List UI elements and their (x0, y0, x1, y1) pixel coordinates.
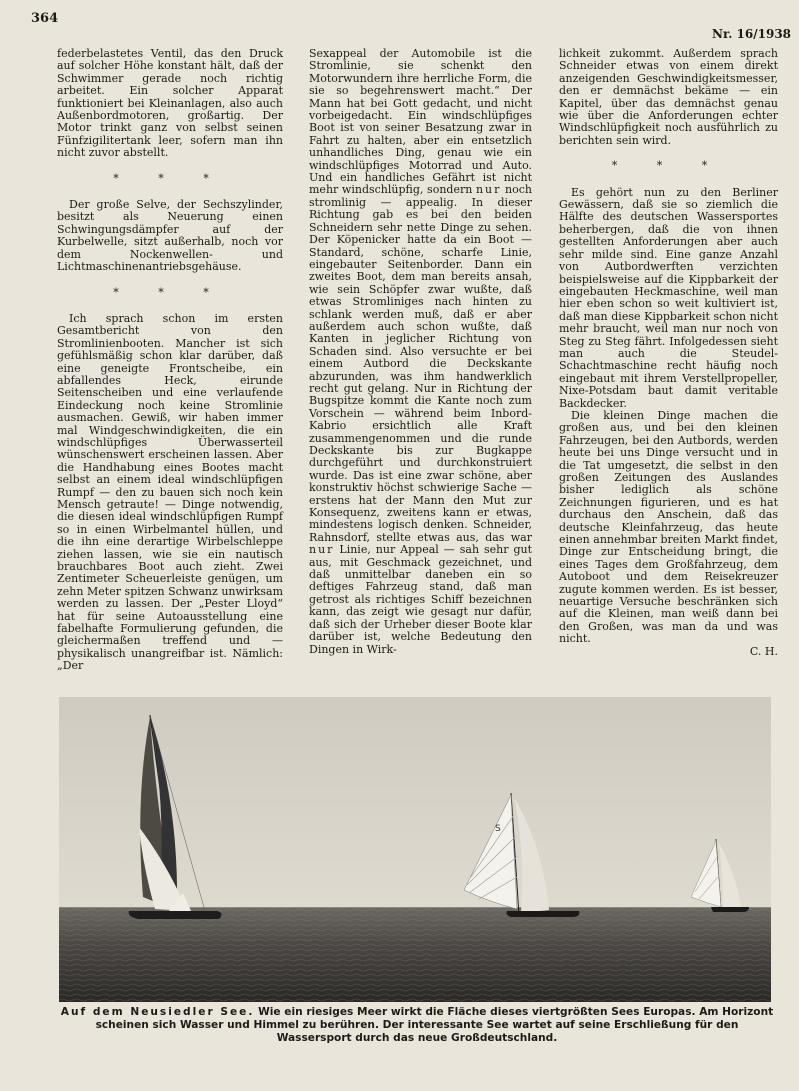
paragraph (309, 48, 532, 656)
paragraph: lichkeit zukommt. Außerdem sprach Schneider etwas von einem direkt anzeigenden Geschwindigkeitsmesser, den er demnächst bekäme — ein Kapitel, über das demnächst genau wie über die Anforderungen echter Windschlüpfigkeit noch ausführlich zu berichten sein wird. (559, 47, 778, 147)
paragraph: federbelastetes Ventil, das den Druck auf solcher Höhe konstant hält, daß der Schwimmer gerade noch richtig arbeitet. Ein solcher Apparat funktioniert bei Kleinanlagen, also auch Außenbordmotoren, großartig. Der Motor trinkt ganz von selbst seinen Fünfzigilitertank leer, sofern man ihn nicht zuvor abstellt. (57, 47, 283, 160)
text-run: noch stromlinig — appealig. In dieser Richtung gab es bei den beiden Schneidern sehr nette Dinge zu sehen. Der Köpenicker hatte da ein Boot — Standard, schöne, scharfe Linie, eingebauter Seitenborder. Dann ein zweites Boot, dem man bereits ansah, wie sein Schöpfer zwar wußte, daß etwas Stromliniges nach hinten zu schlank werden muß, daß er aber außerdem auch schon wußte, daß Kanten in jeglicher Richtung von Schaden sind. Also versuchte er bei einem Autbord die Deckskante abzurunden, was ihm handwerklich recht gut gelang. Nur in Richtung der Bugspitze kommt die Kante noch zum Vorschein — während beim Inbord-Kabrio ersichtlich alle Kraft zusammengenommen und die runde Deckskante bis zur Bugkappe durchgeführt und durchkonstruiert wurde. Das ist eine zwar schöne, aber konstruktiv höchst schwierige Sache — erstens hat der Mann den Mut zur Konsequenz, zweitens kann er etwas, mindestens logisch denken. Schneider, Rahnsdorf, stellte etwas aus, das war (309, 183, 532, 544)
caption-lead: Auf dem Neusiedler See. (60, 1006, 255, 1018)
section-separator: * * * (113, 171, 227, 185)
text-run: Sexappeal der Automobile ist die Stromlinie, sie schenkt den Motorwundern ihre herrliche Form, die sie so begehrenswert macht.“ Der Mann hat bei Gott gedacht, und nicht vorbeigedacht. Ein windschlüpfiges Boot ist von seiner Besatzung zwar in Fahrt zu halten, aber ein entsetzlich unhandliches Ding, genau wie ein windschlüpfiges Motorrad und Auto. Und ein handliches Gefährt ist nicht mehr windschlüpfig, sondern (309, 47, 532, 197)
photo-caption (59, 1006, 775, 1045)
paragraph: Ich sprach schon im ersten Gesamtbericht von den Stromlinienbooten. Mancher ist sich gefühlsmäßig schon klar darüber, daß eine geneigte Frontscheibe, ein abfallendes Heck, eirunde Seitenscheiben und eine verlaufende Eindeckung noch keine Stromlinie ausmachen. Gewiß, wir haben immer mal Windgeschwindigkeiten, die ein windschlüpfiges Überwasserteil wünschenswert erscheinen lassen. Aber die Handhabung eines Bootes macht selbst an einem ideal windschlüpfigen Rumpf — den zu bauen sich noch kein Mensch getraute! — Dinge notwendig, die diesen ideal windschlüpfigen Rumpf so in einen Wirbelmantel hüllen, und die ihn eine derartige Wirbelschleppe ziehen lassen, wie sie ein nautisch brauchbares Boot auch zieht. Zwei Zentimeter Scheuerleiste genügen, um zehn Meter spitzen Schwanz unwirksam werden zu lassen. Der „Pester Lloyd“ hat für seine Autoausstellung eine fabelhafte Formulierung gefunden, die gleichermaßen treffend und — physikalisch unangreifbar ist. Nämlich: „Der (57, 311, 283, 673)
paragraph: Die kleinen Dinge machen die großen aus, und bei den kleinen Fahrzeugen, bei den Autbords, werden heute bei uns Dinge versucht und in die Tat umgesetzt, die selbst in den großen Zeitungen des Auslandes bisher lediglich als schöne Zeichnungen figurieren, und es hat durchaus den Anschein, daß das deutsche Kleinfahrzeug, das heute einen annehmbar breiten Markt findet, Dinge zur Entscheidung bringt, die eines Tages dem Großfahrzeug, dem Autoboot und dem Reisekreuzer zugute kommen werden. Es ist besser, neuartige Versuche beschränken sich auf die Kleinen, man weiß dann bei den Großen, was man da und was nicht. (559, 408, 778, 646)
section-separator: * * * (611, 159, 726, 173)
article-column-1 (57, 47, 283, 673)
svg-text:S: S (495, 824, 501, 834)
text-run: Linie, nur Appeal — sah sehr gut aus, mit Geschmack gezeichnet, und daß unmittelbar daneben ein so deftiges Fahrzeug stand, daß man getrost als richtiges Schiff bezeichnen kann, das zeigt wie gesagt nur dafür, daß sich der Urheber dieser Boote klar darüber ist, welche Bedeutung den Dingen in Wirk- (309, 543, 532, 656)
caption-text: Wie ein riesiges Meer wirkt die Fläche dieses viertgrößten Sees Europas. Am Horizont scheinen sich Wasser und Himmel zu berühren. Der interessante See wartet auf seine Erschließung für den Wassersport durch das neue Großdeutschland. (95, 1006, 774, 1044)
article-column-2 (309, 47, 532, 656)
article-column-3 (559, 47, 778, 658)
sailboats-photo (59, 697, 771, 1002)
page-number: 364 (31, 11, 59, 26)
author-signature: C. H. (749, 644, 778, 658)
emphasis: nur (475, 183, 502, 197)
section-separator: * * * (113, 285, 227, 299)
paragraph: Der große Selve, der Sechszylinder, besitzt als Neuerung einen Schwingungsdämpfer auf der Kurbelwelle, sitzt außerhalb, noch vor dem Nockenwellen- und Lichtmaschinenantriebsgehäuse. (57, 198, 283, 274)
issue-number: Nr. 16/1938 (712, 27, 792, 41)
emphasis: nur (309, 543, 335, 557)
paragraph: Es gehört nun zu den Berliner Gewässern, daß sie so ziemlich die Hälfte des deutschen Wassersportes beherbergen, daß die von ihnen gestellten Anforderungen aber auch sehr milde sind. Eine ganze Anzahl von Autbordwerften verzichten beispielsweise auf die Kippbarkeit der eingebauten Heckmaschine, weil man hier eben schon so weit kultiviert ist, daß man diese Kippbarkeit schon nicht mehr braucht, weil man nur noch von Steg zu Steg fährt. Infolgedessen sieht man auch die Steudel-Schachtmaschine recht häufig noch eingebaut mit ihrem Verstellpropeller, Nixe-Potsdam baut damit veritable Backdecker. (559, 185, 778, 410)
